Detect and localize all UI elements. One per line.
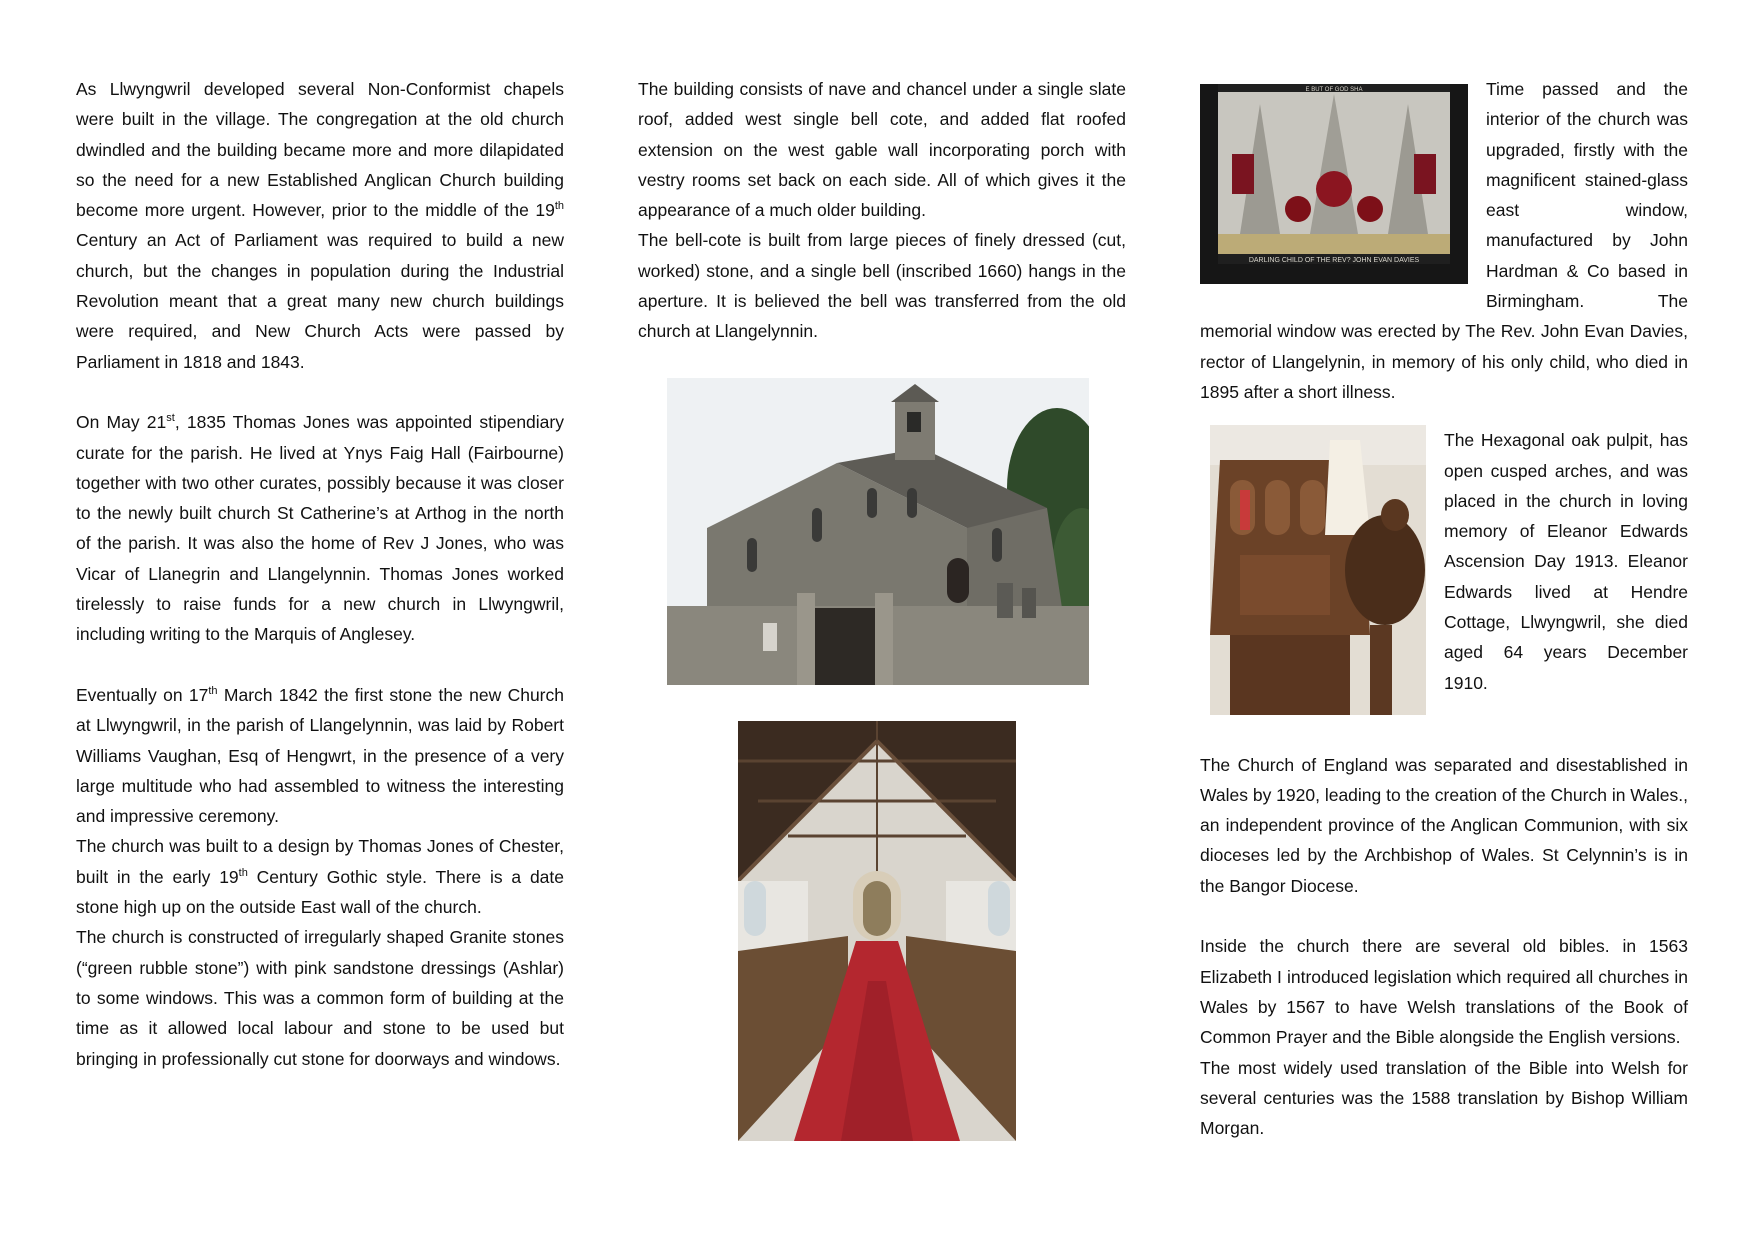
paragraph-bibles: Inside the church there are several old bibles. in 1563 Elizabeth I introduced legislation which required all churches in Wales by 1567 to have Welsh translations of the Book of Common Prayer and the Bible alongside the English versions. <box>1200 936 1688 1048</box>
pulpit-photo <box>1210 425 1426 715</box>
window-top-text: E BUT OF GOD SHA <box>1305 87 1363 93</box>
paragraph-church-in-wales: The Church of England was separated and disestablished in Wales by 1920, leading to the creation of the Church in Wales., an independent province of the Anglican Communion, with six dioceses led by the Archbishop of Wales. St Celynnin’s is in the Bangor Diocese. <box>1200 754 1689 896</box>
paragraph-william-morgan: The most widely used translation of the Bible into Welsh for several centuries was the 1588 translation by Bishop William Morgan. <box>1200 1057 1688 1139</box>
column-left <box>76 74 564 1074</box>
paragraph-bell-cote: The bell-cote is built from large pieces of finely dressed (cut, worked) stone, and a single bell (inscribed 1660) hangs in the aperture. It is believed the bell was transferred from the old church at Llangelynnin. <box>638 230 1126 342</box>
window-caption-text: DARLING CHILD OF THE REV? JOHN EVAN DAVIES <box>1248 257 1420 264</box>
paragraph-chapels: As Llwyngwril developed several Non-Conformist chapels were built in the village. The congregation at the old church dwindled and the building became more and more dilapidated so the need for a new Established Anglican Church building become more urgent. However, prior to the middle of the 19th Century an Act of Parliament was required to build a new church, but the changes in population during the Industrial Revolution meant that a great many new church buildings were required, and New Church Acts were passed by Parliament in 1818 and 1843. <box>76 79 564 372</box>
church-exterior-photo <box>667 378 1089 685</box>
paragraph-construction: The church is constructed of irregularly shaped Granite stones (“green rubble stone”) with pink sandstone dressings (Ashlar) to some windows. This was a common form of building at the time as it allowed local labour and stone to be used but bringing in professionally cut stone for doorways and windows. <box>76 927 564 1069</box>
nave-interior-photo <box>738 721 1016 1141</box>
paragraph-first-stone: Eventually on 17th March 1842 the first stone the new Church at Llwyngwril, in the parish of Llangelynnin, was laid by Robert Williams Vaughan, Esq of Hengwrt, in the presence of a very large multitude who had assembled to witness the interesting and impressive ceremony. <box>76 684 564 827</box>
paragraph-building: The building consists of nave and chancel under a single slate roof, added west single bell cote, and added flat roofed extension on the west gable wall incorporating porch with vestry rooms set back on each side. All of which gives it the appearance of a much older building. <box>638 79 1126 221</box>
paragraph-thomas-jones: On May 21st, 1835 Thomas Jones was appointed stipendiary curate for the parish. He lived at Ynys Faig Hall (Fairbourne) together with two other curates, possibly because it was closer to the newly built church St Catherine’s at Arthog in the north of the parish. It was also the home of Rev J Jones, who was Vicar of Llanegrin and Llangelynnin. Thomas Jones worked tirelessly to raise funds for a new church in Llwyngwril, including writing to the Marquis of Anglesey. <box>76 412 564 645</box>
column-middle <box>638 74 1126 347</box>
paragraph-stained-glass: Time passed and the interior of the church was upgraded, firstly with the magnificent stained-glass east window, manufactured by John Hardman & Co based in Birmingham. The memorial window was erected by The Rev. John Evan Davies, rector of Llangelynin, in memory of his only child, who died in 1895 after a short illness. <box>1200 79 1688 402</box>
paragraph-design: The church was built to a design by Thomas Jones of Chester, built in the early 19th Century Gothic style. There is a date stone high up on the outside East wall of the church. <box>76 836 565 918</box>
paragraph-pulpit: The Hexagonal oak pulpit, has open cusped arches, and was placed in the church in loving memory of Eleanor Edwards Ascension Day 1913. Eleanor Edwards lived at Hendre Cottage, Llwyngwril, she died aged 64 years December 1910. <box>1444 430 1688 693</box>
column-right <box>1200 74 1688 1143</box>
stained-glass-window-photo <box>1200 84 1468 284</box>
